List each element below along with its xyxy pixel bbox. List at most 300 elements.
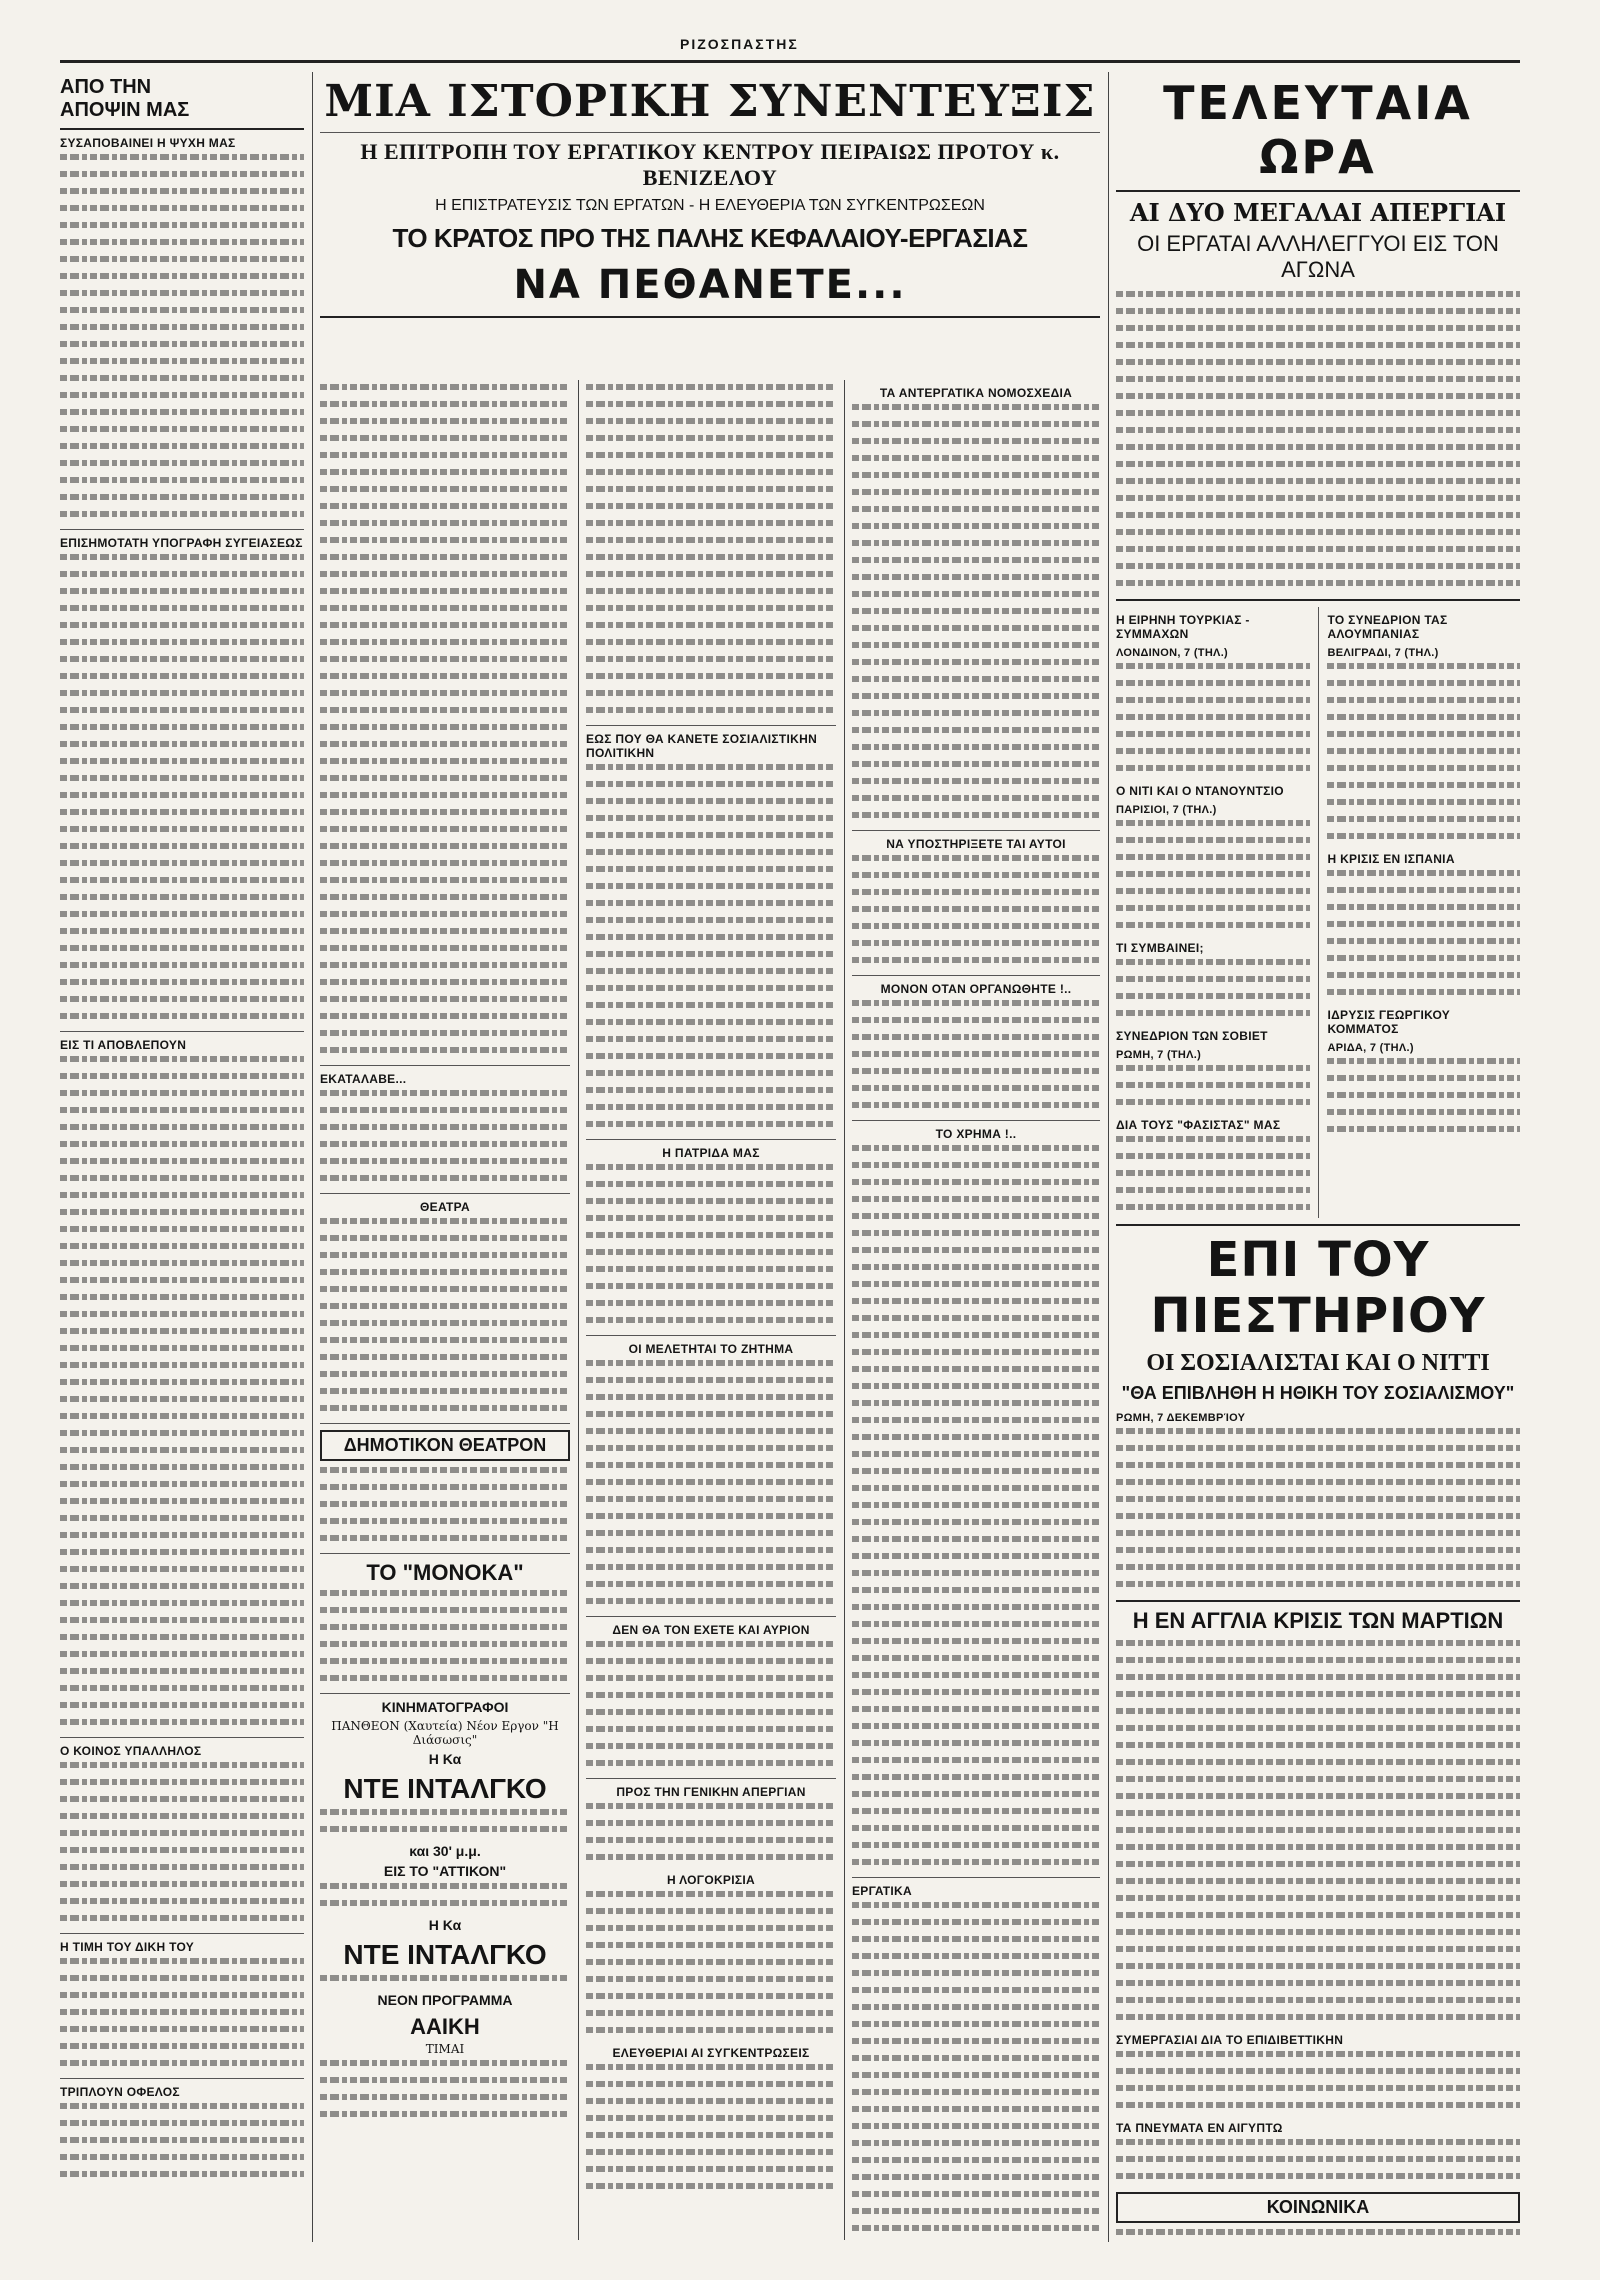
divider <box>60 1031 304 1032</box>
dateline: ΒΕΛΙΓΡΑΔΙ, 7 (ΤΗΛ.) <box>1327 647 1439 659</box>
text-line <box>60 860 304 873</box>
text-line <box>60 1898 304 1911</box>
text-line <box>852 1587 1100 1600</box>
divider <box>852 830 1100 831</box>
text-line <box>320 418 570 431</box>
text-line <box>586 1598 836 1611</box>
text-line <box>852 2157 1100 2170</box>
text-line <box>320 1467 570 1480</box>
text-line <box>852 761 1100 774</box>
text-line <box>1116 1065 1310 1078</box>
text-line <box>852 1281 1100 1294</box>
text-line <box>852 1740 1100 1753</box>
text-line <box>60 1124 304 1137</box>
text-line <box>852 1162 1100 1175</box>
text-line <box>60 707 304 720</box>
text-line <box>1327 938 1520 951</box>
text-line <box>1327 1092 1520 1105</box>
text-line <box>320 1235 570 1248</box>
text-line <box>320 452 570 465</box>
text-line <box>1116 1204 1310 1217</box>
text-line <box>852 540 1100 553</box>
text-line <box>320 1303 570 1316</box>
article-heading: ΤΟ ΣΥΝΕΔΡΙΟΝ ΤΑΣ ΑΛΟΥΜΠΑΝΙΑΣ <box>1327 613 1448 641</box>
text-line <box>852 727 1100 740</box>
divider <box>586 1616 836 1617</box>
text-line <box>586 1181 836 1194</box>
text-line <box>1116 2085 1520 2098</box>
text-line <box>586 1942 836 1955</box>
text-line <box>320 1883 570 1896</box>
dateline: ΛΟΝΔΙΝΟΝ, 7 (ΤΗΛ.) <box>1116 647 1229 659</box>
text-line <box>60 171 304 184</box>
text-line <box>1116 714 1310 727</box>
column-rule <box>312 72 313 2242</box>
text-line <box>320 1286 570 1299</box>
text-line <box>1116 2051 1520 2064</box>
article-heading: Ο ΝΙΤΙ ΚΑΙ Ο ΝΤΑΝΟΥΝΤΣΙΟ <box>1116 784 1284 798</box>
text-line <box>60 1549 304 1562</box>
text-line <box>320 605 570 618</box>
text-line <box>586 2081 836 2094</box>
text-line <box>60 1158 304 1171</box>
text-line <box>320 1030 570 1043</box>
ad-title: ΝΤΕ ΙΝΤΑΛΓΚΟ <box>343 1939 547 1970</box>
text-line <box>320 1320 570 1333</box>
article-heading: Η ΤΙΜΗ ΤΟΥ ΔΙΚΗ ΤΟΥ <box>60 1940 195 1954</box>
text-line <box>586 537 836 550</box>
text-line <box>852 1383 1100 1396</box>
text-line <box>320 1675 570 1688</box>
text-line <box>60 1277 304 1290</box>
divider <box>586 725 836 726</box>
article-heading: ΔΕΝ ΘΑ ΤΟΝ ΕΧΕΤΕ ΚΑΙ ΑΥΡΙΟΝ <box>612 1623 810 1637</box>
text-line <box>1116 1674 1520 1687</box>
text-line <box>852 1451 1100 1464</box>
text-line <box>320 843 570 856</box>
headline-line-3: Η ΕΠΙΣΤΡΑΤΕΥΣΙΣ ΤΩΝ ΕΡΓΑΤΩΝ - Η ΕΛΕΥΘΕΡΙΑ ΤΩΝ ΣΥΓΚΕΝΤΡΩΣΕΩΝ <box>435 197 985 214</box>
text-line <box>852 2140 1100 2153</box>
text-line <box>60 1992 304 2005</box>
text-line <box>586 951 836 964</box>
text-line <box>60 2026 304 2039</box>
text-line <box>60 1515 304 1528</box>
divider <box>1116 599 1520 601</box>
text-line <box>852 1953 1100 1966</box>
text-line <box>852 506 1100 519</box>
text-line <box>320 758 570 771</box>
text-line <box>60 1209 304 1222</box>
text-line <box>320 877 570 890</box>
text-line <box>320 1354 570 1367</box>
text-line <box>852 1434 1100 1447</box>
text-line <box>852 1068 1100 1081</box>
text-line <box>320 2094 570 2107</box>
text-line <box>852 1689 1100 1702</box>
text-line <box>1116 1153 1310 1166</box>
text-line <box>60 1975 304 1988</box>
divider <box>852 1877 1100 1878</box>
text-line <box>852 2208 1100 2221</box>
text-line <box>852 1298 1100 1311</box>
text-line <box>586 1959 836 1972</box>
text-line <box>1327 680 1520 693</box>
text-line <box>852 625 1100 638</box>
text-line <box>852 1145 1100 1158</box>
text-line <box>586 2183 836 2196</box>
text-line <box>852 557 1100 570</box>
text-line <box>1116 1759 1520 1772</box>
text-line <box>60 792 304 805</box>
article-heading: ΕΚΑΤΑΛΑΒΕ... <box>320 1072 407 1086</box>
article-heading: ΔΙΑ ΤΟΥΣ "ΦΑΣΙΣΤΑΣ" ΜΑΣ <box>1116 1118 1281 1132</box>
text-line <box>586 1445 836 1458</box>
text-line <box>1116 291 1520 304</box>
text-line <box>1116 1428 1520 1441</box>
text-line <box>320 486 570 499</box>
text-line <box>852 2004 1100 2017</box>
text-line <box>586 866 836 879</box>
text-line <box>1116 1708 1520 1721</box>
text-line <box>1116 1793 1520 1806</box>
text-line <box>1327 989 1520 1002</box>
text-line <box>852 1987 1100 2000</box>
text-line <box>586 1658 836 1671</box>
text-line <box>60 290 304 303</box>
text-line <box>320 1124 570 1137</box>
text-line <box>586 1053 836 1066</box>
article-heading: Ο ΚΟΙΝΟΣ ΥΠΑΛΛΗΛΟΣ <box>60 1744 202 1758</box>
article-heading: ΤΟ "ΜΟΝΟΚΑ" <box>366 1560 524 1585</box>
text-line <box>586 883 836 896</box>
text-line <box>1116 1912 1520 1925</box>
text-line <box>852 1519 1100 1532</box>
text-line <box>1327 1109 1520 1122</box>
main-headline: ΜΙΑ ΙΣΤΟΡΙΚΗ ΣΥΝΕΝΤΕΥΞΙΣ <box>324 76 1096 127</box>
text-line <box>60 205 304 218</box>
dateline: ΡΩΜΗ, 7 ΔΕΚΕΜΒΡΊΟΥ <box>1116 1412 1246 1424</box>
text-line <box>320 469 570 482</box>
article-heading: ΣΥΝΕΔΡΙΟΝ ΤΩΝ ΣΟΒΙΕΤ <box>1116 1029 1268 1043</box>
column-rule <box>578 380 579 2240</box>
text-line <box>1116 1980 1520 1993</box>
text-line <box>60 1056 304 1069</box>
text-line <box>1116 2068 1520 2081</box>
article-heading: ΟΙ ΜΕΛΕΤΗΤΑΙ ΤΟ ΖΗΤΗΜΑ <box>628 1342 794 1356</box>
divider <box>320 1693 570 1694</box>
text-line <box>586 1925 836 1938</box>
text-line <box>320 1269 570 1282</box>
text-line <box>60 741 304 754</box>
text-line <box>1116 1861 1520 1874</box>
article-heading: ΣΥΜΕΡΓΑΣΙΑΙ ΔΙΑ ΤΟ ΕΠΙΔΙΒΕΤΤΙΚΗΝ <box>1116 2033 1344 2047</box>
right-news-col-a <box>1116 607 1310 1218</box>
text-line <box>1116 512 1520 525</box>
text-line <box>320 1337 570 1350</box>
divider <box>852 1120 1100 1121</box>
text-line <box>60 1762 304 1775</box>
text-line <box>1327 972 1520 985</box>
left-column-subtitle: ΑΠΟΨΙΝ ΜΑΣ <box>60 99 190 121</box>
text-line <box>1116 2156 1520 2169</box>
text-line <box>852 489 1100 502</box>
text-line <box>60 1141 304 1154</box>
divider <box>1116 1224 1520 1226</box>
text-line <box>320 911 570 924</box>
text-line <box>852 2055 1100 2068</box>
text-line <box>1116 1691 1520 1704</box>
article-heading: ΤΙ ΣΥΜΒΑΙΝΕΙ; <box>1116 941 1204 955</box>
article-heading: ΘΕΑΤΡΑ <box>420 1200 470 1214</box>
text-line <box>60 358 304 371</box>
article-heading: ΠΡΟΣ ΤΗΝ ΓΕΝΙΚΗΝ ΑΠΕΡΓΙΑΝ <box>616 1785 806 1799</box>
text-line <box>1116 837 1310 850</box>
text-line <box>586 707 836 720</box>
text-line <box>60 1481 304 1494</box>
text-line <box>852 1842 1100 1855</box>
text-line <box>586 2010 836 2023</box>
text-line <box>60 2154 304 2167</box>
text-line <box>586 1462 836 1475</box>
text-line <box>1327 663 1520 676</box>
text-line <box>60 911 304 924</box>
text-line <box>852 472 1100 485</box>
text-line <box>586 384 836 397</box>
article-heading: Η ΛΟΓΟΚΡΙΣΙΑ <box>667 1873 755 1887</box>
text-line <box>852 957 1100 970</box>
text-line <box>1116 1564 1520 1577</box>
text-line <box>60 2137 304 2150</box>
headline-line-2: Η ΕΠΙΤΡΟΠΗ ΤΟΥ ΕΡΓΑΤΙΚΟΥ ΚΕΝΤΡΟΥ ΠΕΙΡΑΙΩΣ ΠΡΟΤΟΥ κ. ΒΕΝΙΖΕΛΟΥ <box>360 139 1060 190</box>
divider <box>60 529 304 530</box>
text-line <box>1116 1742 1520 1755</box>
article-heading: ΝΑ ΥΠΟΣΤΗΡΙΞΕΤΕ ΤΑΙ ΑΥΤΟΙ <box>886 837 1066 851</box>
text-line <box>320 1371 570 1384</box>
text-line <box>852 1638 1100 1651</box>
text-line <box>60 239 304 252</box>
headline-line-5: ΝΑ ΠΕΘΑΝΕΤΕ... <box>513 262 907 308</box>
text-line <box>1327 887 1520 900</box>
text-line <box>60 605 304 618</box>
text-line <box>586 1104 836 1117</box>
divider <box>60 1933 304 1934</box>
text-line <box>320 384 570 397</box>
text-line <box>320 622 570 635</box>
text-line <box>1116 308 1520 321</box>
text-line <box>852 1655 1100 1668</box>
text-line <box>60 307 304 320</box>
divider <box>320 1553 570 1554</box>
text-line <box>586 1215 836 1228</box>
text-line <box>586 1266 836 1279</box>
text-line <box>320 690 570 703</box>
text-line <box>320 537 570 550</box>
text-line <box>586 1760 836 1773</box>
text-line <box>1116 529 1520 542</box>
text-line <box>60 1311 304 1324</box>
text-line <box>60 1847 304 1860</box>
text-line <box>586 1283 836 1296</box>
text-line <box>60 341 304 354</box>
text-line <box>60 656 304 669</box>
text-line <box>60 375 304 388</box>
text-line <box>586 968 836 981</box>
text-line <box>586 1675 836 1688</box>
text-line <box>586 1564 836 1577</box>
text-line <box>320 1405 570 1418</box>
text-line <box>320 1624 570 1637</box>
text-line <box>320 928 570 941</box>
text-line <box>586 832 836 845</box>
text-line <box>852 574 1100 587</box>
text-line <box>852 1102 1100 1115</box>
text-line <box>852 1213 1100 1226</box>
text-line <box>1116 1479 1520 1492</box>
text-line <box>852 1468 1100 1481</box>
divider <box>320 132 1100 133</box>
text-line <box>320 945 570 958</box>
text-line <box>586 1019 836 1032</box>
text-line <box>586 435 836 448</box>
text-line <box>320 1218 570 1231</box>
text-line <box>852 523 1100 536</box>
england-crisis-heading: Η ΕΝ ΑΓΓΛΙΑ ΚΡΙΣΙΣ ΤΩΝ ΜΑΡΤΙΩΝ <box>1132 1608 1504 1633</box>
text-line <box>60 1796 304 1809</box>
text-line <box>320 1900 570 1913</box>
text-line <box>1116 1462 1520 1475</box>
text-line <box>60 1294 304 1307</box>
text-line <box>1327 697 1520 710</box>
text-line <box>320 520 570 533</box>
text-line <box>852 1706 1100 1719</box>
text-line <box>586 401 836 414</box>
text-line <box>852 1825 1100 1838</box>
ad-label: Η Κα <box>428 1751 462 1767</box>
text-line <box>60 1226 304 1239</box>
dateline: ΑΡΙΔΑ, 7 (ΤΗΛ.) <box>1327 1042 1414 1054</box>
headline-line-4: ΤΟ ΚΡΑΤΟΣ ΠΡΟ ΤΗΣ ΠΑΛΗΣ ΚΕΦΑΛΑΙΟΥ-ΕΡΓΑΣΙΑΣ <box>392 223 1028 253</box>
text-line <box>1116 478 1520 491</box>
text-line <box>852 693 1100 706</box>
text-line <box>320 1518 570 1531</box>
text-line <box>586 554 836 567</box>
text-line <box>1116 748 1310 761</box>
article-heading: ΕΙΣ ΤΙ ΑΠΟΒΛΕΠΟΥΝ <box>60 1038 187 1052</box>
text-line <box>320 809 570 822</box>
text-line <box>320 1590 570 1603</box>
text-line <box>320 571 570 584</box>
text-line <box>60 1379 304 1392</box>
divider <box>60 2078 304 2079</box>
text-line <box>1116 854 1310 867</box>
text-line <box>1116 359 1520 372</box>
masthead-title: ΡΙΖΟΣΠΑΣΤΗΣ <box>680 36 799 52</box>
text-line <box>60 1864 304 1877</box>
text-line <box>586 1377 836 1390</box>
text-line <box>320 894 570 907</box>
divider <box>320 1065 570 1066</box>
text-line <box>60 256 304 269</box>
text-line <box>586 2027 836 2040</box>
text-line <box>60 758 304 771</box>
text-line <box>320 741 570 754</box>
text-line <box>1327 748 1520 761</box>
center-column-1 <box>320 380 570 2240</box>
text-line <box>1116 1496 1520 1509</box>
text-line <box>852 1264 1100 1277</box>
article-heading: Η ΠΑΤΡΙΔΑ ΜΑΣ <box>662 1146 760 1160</box>
text-line <box>1327 1058 1520 1071</box>
text-line <box>852 1723 1100 1736</box>
social-news-heading: ΚΟΙΝΩΝΙΚΑ <box>1116 2192 1520 2223</box>
text-line <box>320 979 570 992</box>
text-line <box>320 1090 570 1103</box>
text-line <box>60 1362 304 1375</box>
text-line <box>1116 1170 1310 1183</box>
text-line <box>1116 2139 1520 2152</box>
text-line <box>60 979 304 992</box>
text-line <box>60 843 304 856</box>
text-line <box>586 1411 836 1424</box>
text-line <box>1116 1547 1520 1560</box>
text-line <box>60 894 304 907</box>
text-line <box>320 707 570 720</box>
text-line <box>1116 1099 1310 1112</box>
text-line <box>586 1837 836 1850</box>
newspaper-page <box>60 20 1520 2250</box>
text-line <box>1116 1187 1310 1200</box>
text-line <box>586 2115 836 2128</box>
text-line <box>1116 1010 1310 1023</box>
text-line <box>60 962 304 975</box>
text-line <box>852 1000 1100 1013</box>
text-line <box>60 409 304 422</box>
text-line <box>586 1581 836 1594</box>
text-line <box>320 1107 570 1120</box>
text-line <box>320 2077 570 2090</box>
text-line <box>60 477 304 490</box>
text-line <box>586 1300 836 1313</box>
text-line <box>60 554 304 567</box>
text-line <box>1327 955 1520 968</box>
text-line <box>852 889 1100 902</box>
text-line <box>60 1685 304 1698</box>
text-line <box>60 1779 304 1792</box>
text-line <box>852 1791 1100 1804</box>
text-line <box>852 1366 1100 1379</box>
press-heading: ΕΠΙ ΤΟΥ ΠΙΕΣΤΗΡΙΟΥ <box>1150 1232 1486 1344</box>
text-line <box>586 764 836 777</box>
text-line <box>852 421 1100 434</box>
text-line <box>60 2171 304 2184</box>
text-line <box>852 676 1100 689</box>
ad-title: ΑΑΙΚΗ <box>410 2014 480 2039</box>
text-line <box>60 2103 304 2116</box>
text-line <box>1327 714 1520 727</box>
text-line <box>1116 2173 1520 2186</box>
text-line <box>852 455 1100 468</box>
text-line <box>852 1017 1100 1030</box>
text-line <box>1116 325 1520 338</box>
text-line <box>60 222 304 235</box>
text-line <box>320 1607 570 1620</box>
text-line <box>1116 1657 1520 1670</box>
text-line <box>586 673 836 686</box>
text-line <box>60 1881 304 1894</box>
text-line <box>1116 342 1520 355</box>
text-line <box>1116 871 1310 884</box>
text-line <box>60 1464 304 1477</box>
